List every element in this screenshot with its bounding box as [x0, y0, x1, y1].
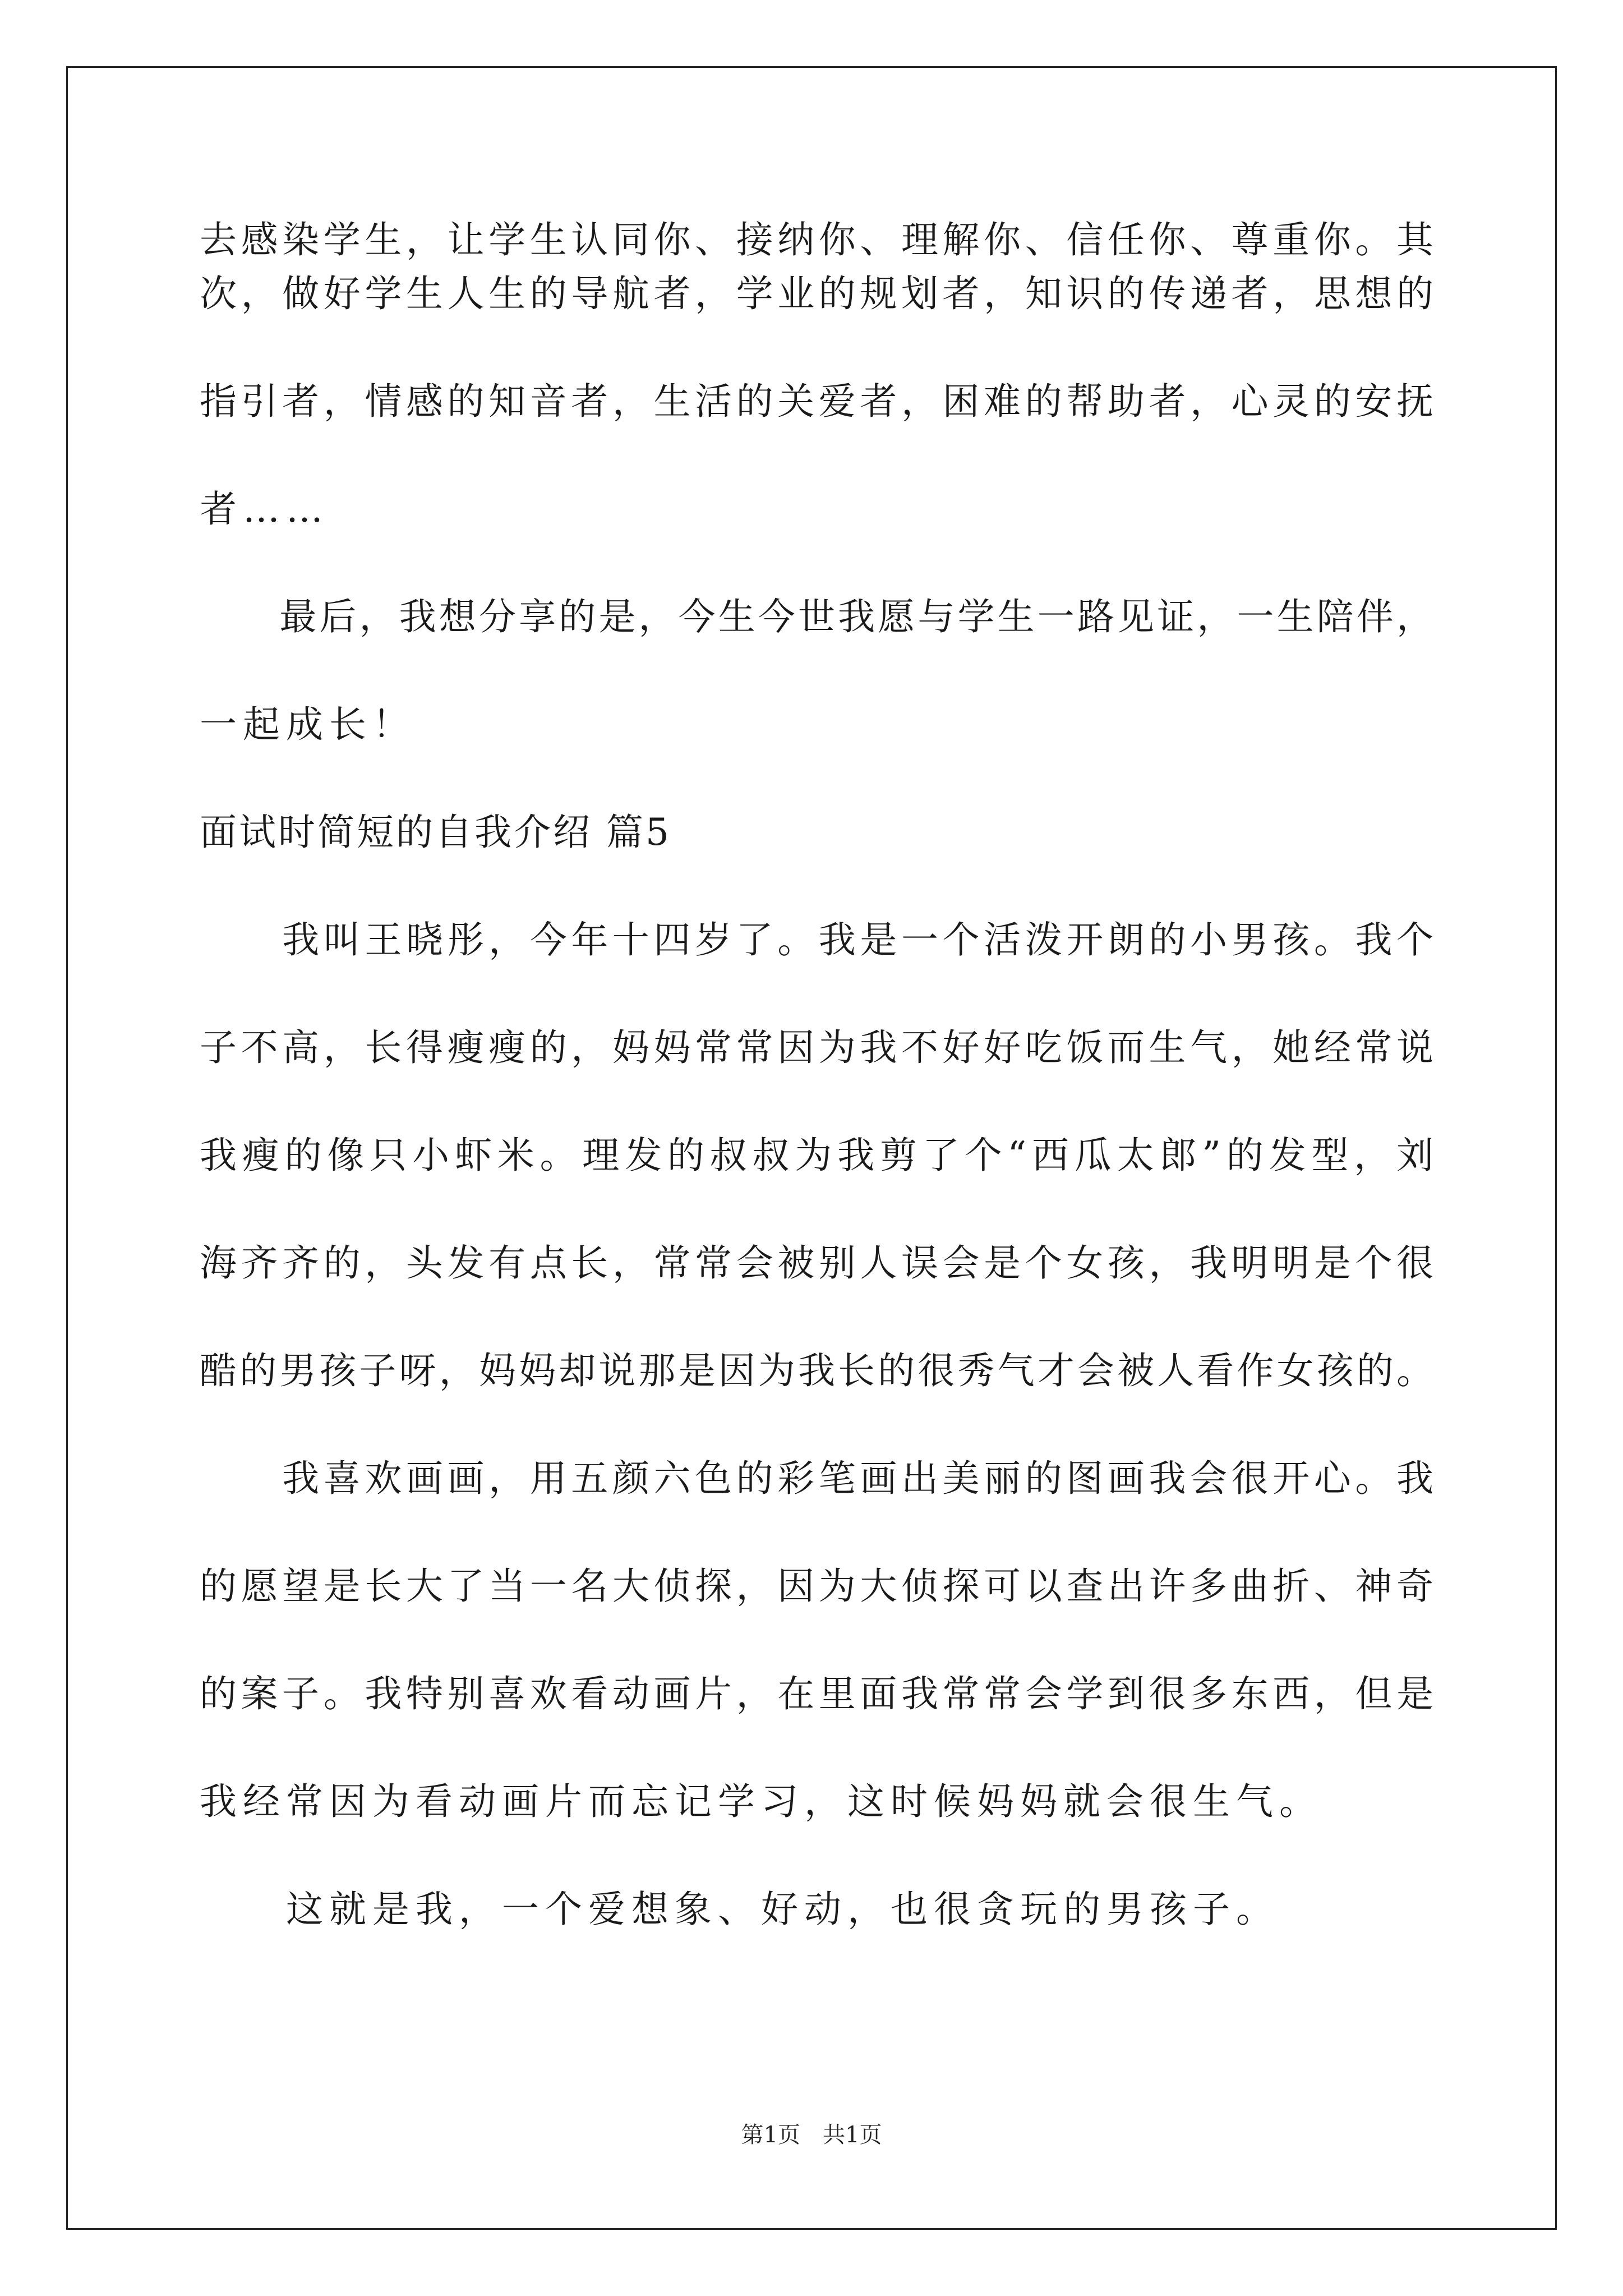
text-line: 一起成长！ — [200, 703, 416, 746]
paragraph — [200, 1452, 1433, 1829]
text-line: 的愿望是长大了当一名大侦探，因为大侦探可以查出许多曲折、神奇 — [200, 1565, 1433, 1608]
page-footer: 第1页 共1页 — [741, 2122, 882, 2148]
text-line: 者…… — [200, 487, 329, 531]
text-line: 这就是我，一个爱想象、好动，也很贪玩的男孩子。 — [200, 1888, 1279, 1931]
text-line: 海齐齐的，头发有点长，常常会被别人误会是个女孩，我明明是个很 — [200, 1241, 1433, 1285]
text-line: 我经常因为看动画片而忘记学习，这时候妈妈就会很生气。 — [200, 1780, 1322, 1823]
text-line: 子不高，长得瘦瘦的，妈妈常常因为我不好好吃饭而生气，她经常说 — [200, 1026, 1433, 1069]
text-line: 次，做好学生人生的导航者，学业的规划者，知识的传递者，思想的 — [200, 272, 1433, 315]
text-line: 我喜欢画画，用五颜六色的彩笔画出美丽的图画我会很开心。我 — [200, 1457, 1433, 1500]
text-line: 最后，我想分享的是，今生今世我愿与学生一路见证，一生陪伴， — [200, 595, 1433, 638]
text-line: 我叫王晓彤，今年十四岁了。我是一个活泼开朗的小男孩。我个 — [200, 918, 1433, 961]
paragraph — [200, 590, 1433, 752]
paragraph — [200, 1883, 1433, 1936]
paragraph — [200, 913, 1433, 1398]
text-line: 酷的男孩子呀，妈妈却说那是因为我长的很秀气才会被人看作女孩的。 — [200, 1349, 1433, 1392]
text-line: 我瘦的像只小虾米。理发的叔叔为我剪了个“西瓜太郎”的发型，刘 — [200, 1134, 1433, 1177]
text-line: 指引者，情感的知音者，生活的关爱者，困难的帮助者，心灵的安抚 — [200, 380, 1433, 423]
text-line: 的案子。我特别喜欢看动画片，在里面我常常会学到很多东西，但是 — [200, 1672, 1433, 1715]
paragraph — [200, 213, 1433, 536]
document-body — [200, 213, 1433, 1936]
text-line: 去感染学生，让学生认同你、接纳你、理解你、信任你、尊重你。其 — [200, 218, 1433, 261]
section-heading: 面试时简短的自我介绍 篇5 — [200, 811, 671, 854]
